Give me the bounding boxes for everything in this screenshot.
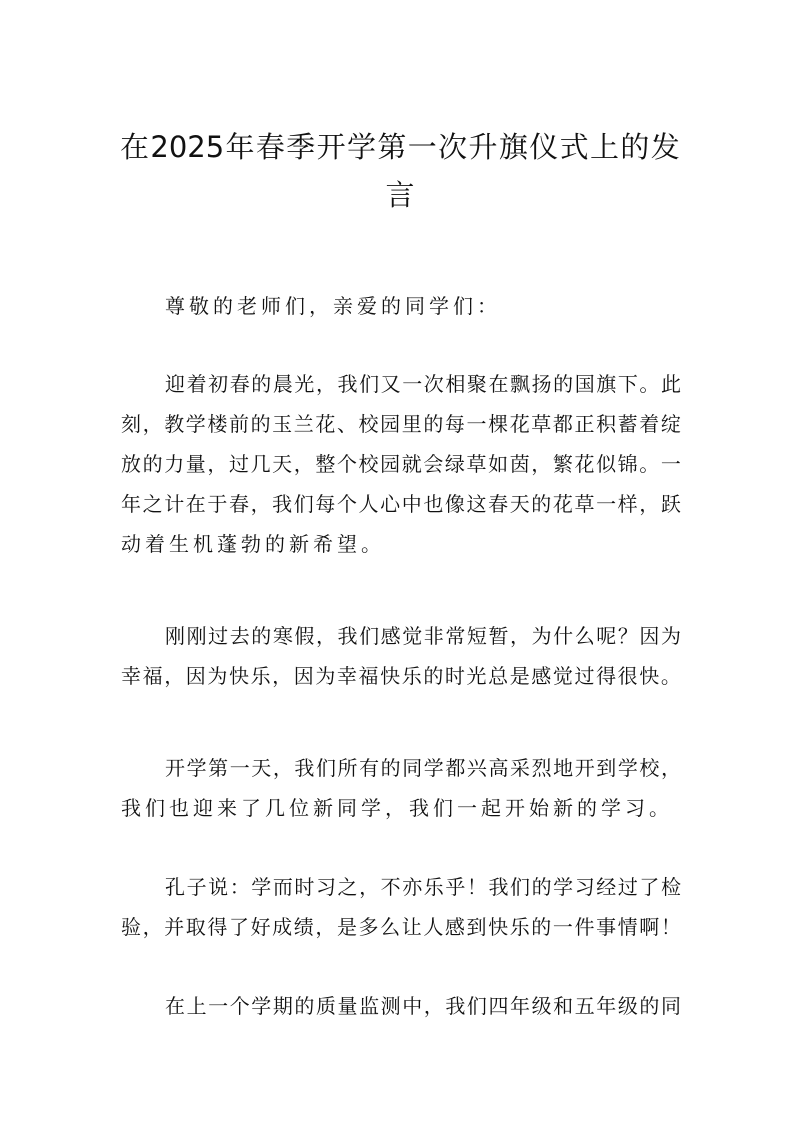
text-line: 在 上 一 个 学 期 的 质 量 监 测 中 ， 我 们 四 年 级 和 五 年 级 的 同 xyxy=(165,994,681,1018)
text-line: 刻 ， 教 学 楼 前 的 玉 兰 花 、 校 园 里 的 每 一 棵 花 草 都 正 积 蓄 着 绽 xyxy=(121,412,681,436)
text-line: 开 学 第 一 天 ， 我 们 所 有 的 同 学 都 兴 高 采 烈 地 开 到 学 校 ， xyxy=(165,756,681,780)
text-line: 刚 刚 过 去 的 寒 假 ， 我 们 感 觉 非 常 短 暂 ， 为 什 么 呢 ？ 因 为 xyxy=(165,624,681,648)
text-line: 迎 着 初 春 的 晨 光 ， 我 们 又 一 次 相 聚 在 飘 扬 的 国 旗 下 。 此 xyxy=(165,372,681,396)
text-line: 年 之 计 在 于 春 ， 我 们 每 个 人 心 中 也 像 这 春 天 的 花 草 一 样 ， 跃 xyxy=(121,492,681,516)
paragraph-3 xyxy=(121,748,681,828)
paragraph-2 xyxy=(121,616,681,696)
text-line: 我 们 也 迎 来 了 几 位 新 同 学 ， 我 们 一 起 开 始 新 的 学 习 。 xyxy=(121,796,669,820)
title-line-2: 言 xyxy=(385,178,415,212)
document-title xyxy=(120,123,680,219)
paragraph-1 xyxy=(121,364,681,564)
text-line: 动 着 生 机 蓬 勃 的 新 希 望 。 xyxy=(121,532,381,556)
text-line: 验 ， 并 取 得 了 好 成 绩 ， 是 多 么 让 人 感 到 快 乐 的 一 件 事 情 啊 ！ xyxy=(121,915,681,939)
text-line: 孔 子 说 ： 学 而 时 习 之 ， 不 亦 乐 乎 ！ 我 们 的 学 习 经 过 了 检 xyxy=(165,875,681,899)
title-line-1: 在 2025 年 春 季 开 学 第 一 次 升 旗 仪 式 上 的 发 xyxy=(120,130,680,164)
greeting-block xyxy=(121,286,681,326)
paragraph-4 xyxy=(121,867,681,947)
paragraph-5 xyxy=(121,986,681,1026)
text-line: 放 的 力 量 ， 过 几 天 ， 整 个 校 园 就 会 绿 草 如 茵 ， 繁 花 似 锦 。 一 xyxy=(121,452,681,476)
text-line: 幸 福 ， 因 为 快 乐 ， 因 为 幸 福 快 乐 的 时 光 总 是 感 觉 过 得 很 快 。 xyxy=(121,664,681,688)
greeting: 尊 敬 的 老 师 们 ， 亲 爱 的 同 学 们 ： xyxy=(165,294,497,318)
